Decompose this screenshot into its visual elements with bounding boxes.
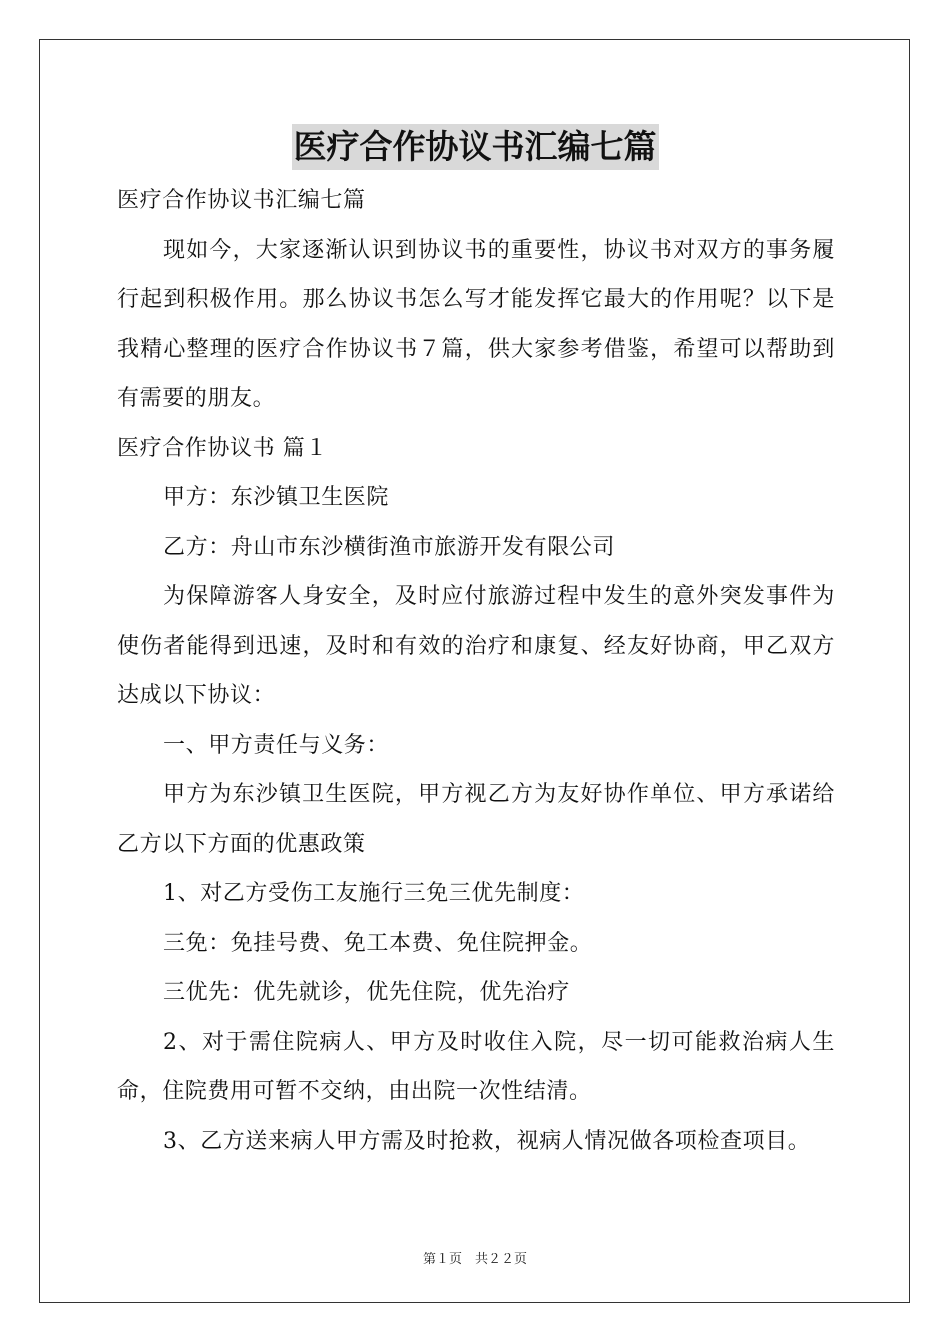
- clause-item: 2、对于需住院病人、甲方及时收住入院，尽一切可能救治病人生命，住院费用可暂不交纳，由出院一次性结清。: [117, 1029, 835, 1104]
- paragraph: 现如今，大家逐渐认识到协议书的重要性，协议书对双方的事务履行起到积极作用。那么协议书怎么写才能发挥它最大的作用呢？以下是我精心整理的医疗合作协议书７篇，供大家参考借鉴，希望可以帮助到有需要的朋友。: [117, 237, 835, 411]
- clause-item: 1、对乙方受伤工友施行三免三优先制度：: [163, 881, 585, 906]
- party-a-line: 甲方：东沙镇卫生医院: [163, 485, 390, 510]
- clause-item: 三免：免挂号费、免工本费、免住院押金。: [163, 930, 593, 956]
- party-b-line: 乙方：舟山市东沙横街渔市旅游开发有限公司: [163, 534, 616, 560]
- clause-heading: 一、甲方责任与义务：: [163, 732, 390, 758]
- paragraph: 甲方为东沙镇卫生医院，甲方视乙方为友好协作单位、甲方承诺给乙方以下方面的优惠政策: [117, 782, 835, 857]
- page-footer: 第１页 共２２页: [422, 1252, 527, 1267]
- title-container: [0, 124, 950, 170]
- clause-item: 三优先：优先就诊，优先住院，优先治疗: [163, 980, 570, 1005]
- paragraph: 医疗合作协议书汇编七篇: [117, 188, 366, 213]
- paragraph: 为保障游客人身安全，及时应付旅游过程中发生的意外突发事件为使伤者能得到迅速，及时和有效的治疗和康复、经友好协商，甲乙双方达成以下协议：: [117, 584, 835, 708]
- document-title: 医疗合作协议书汇编七篇: [292, 124, 659, 170]
- section-heading: 医疗合作协议书 篇１: [117, 435, 328, 461]
- clause-item: 3、乙方送来病人甲方需及时抢救，视病人情况做各项检查项目。: [163, 1128, 811, 1154]
- document-body: [117, 176, 835, 1166]
